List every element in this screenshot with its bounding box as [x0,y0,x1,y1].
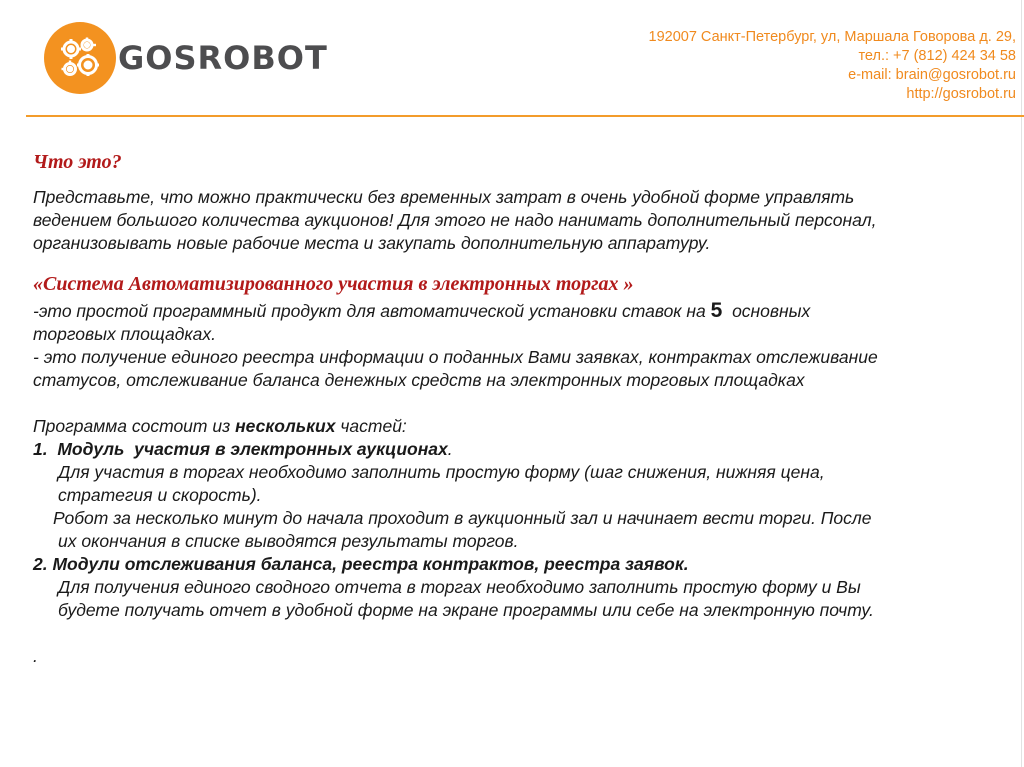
module-1-title [33,438,1008,461]
brand-name: GOSROBOT [118,39,328,77]
module-1-line: стратегия и скорость). [58,485,262,505]
contact-phone: тел.: +7 (812) 424 34 58 [858,48,1016,64]
module-2-title-text: 2. Модули отслеживания баланса, реестра контрактов, реестра заявок. [33,554,689,574]
trailing-dot: . [33,646,38,666]
section-heading-what: Что это? [33,151,122,173]
logo [44,22,328,94]
program-parts [33,415,1008,668]
parts-intro-text: Программа состоит из [33,416,236,436]
module-2-title [33,553,1008,576]
system-line: статусов, отслеживание баланса денежных средств на электронных торговых площадках [33,370,805,390]
system-line-text: основных [722,301,811,321]
module-2-line: будете получать отчет в удобной форме на экране программы или себе на электронную почту. [58,600,874,620]
system-line [33,299,1008,323]
intro-line: организовывать новые рабочие места и закупать дополнительную аппаратуру. [33,233,711,253]
gears-icon [44,22,116,94]
section-heading-system: «Система Автоматизированного участия в электронных торгах » [33,273,634,295]
parts-intro [33,415,1008,438]
system-line-text: -это простой программный продукт для автоматической установки ставок на [33,301,711,321]
system-description [33,299,1008,392]
contact-address: 192007 Санкт-Петербург, ул, Маршала Говорова д. 29, [648,29,1016,45]
module-1-title-text: 1. Модуль участия в электронных аукционах [33,439,448,459]
module-1-title-end: . [447,439,453,459]
parts-intro-text: частей: [335,416,407,436]
slide-content [33,150,1008,668]
intro-paragraph [33,186,1008,255]
module-2-line: Для получения единого сводного отчета в торгах необходимо заполнить простую форму и Вы [58,577,861,597]
system-line: - это получение единого реестра информации о поданных Вами заявках, контрактах отслеживание [33,347,878,367]
header-divider [26,115,1024,117]
contact-website[interactable]: http://gosrobot.ru [906,86,1016,102]
parts-intro-bold: нескольких [235,416,336,436]
contact-email: e-mail: brain@gosrobot.ru [848,67,1016,83]
module-1-robot-line: их окончания в списке выводятся результаты торгов. [58,531,519,551]
module-1-line: Для участия в торгах необходимо заполнить простую форму (шаг снижения, нижняя цена, [58,462,825,482]
module-1-robot-line: Робот за несколько минут до начала проходит в аукционный зал и начинает вести торги. После [53,508,872,528]
system-line: торговых площадках. [33,324,216,344]
intro-line: Представьте, что можно практически без временных затрат в очень удобной форме управлять [33,187,855,207]
platform-count: 5 [710,299,723,322]
contacts-block [536,28,1016,104]
intro-line: ведением большого количества аукционов! Для этого не надо нанимать дополнительный персонал, [33,210,877,230]
